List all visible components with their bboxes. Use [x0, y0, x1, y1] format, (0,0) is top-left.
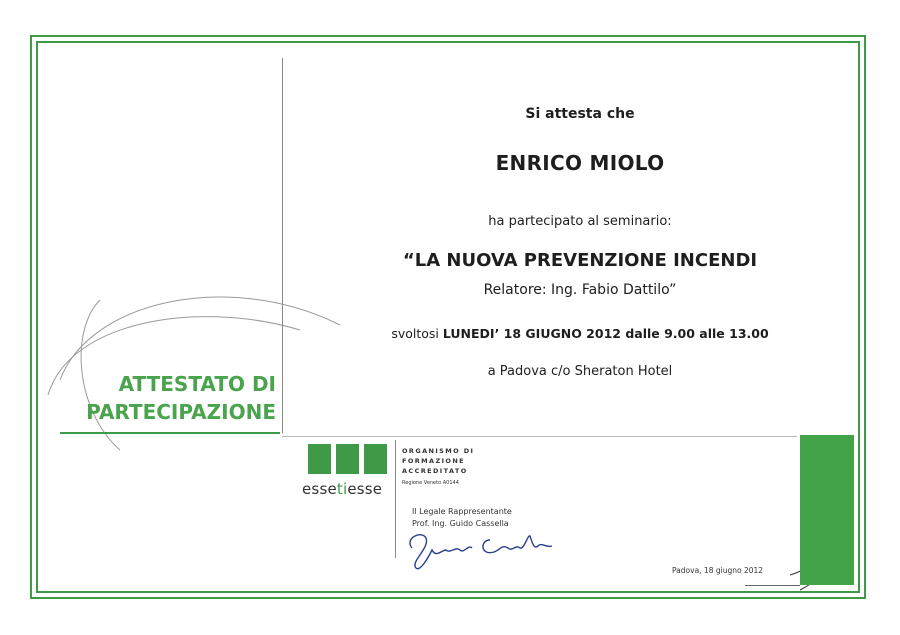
- essetiesse-logo: [300, 444, 392, 506]
- signatory-name: Prof. Ing. Guido Cassella: [412, 519, 509, 528]
- speaker-text: Relatore: Ing. Fabio Dattilo”: [483, 282, 677, 298]
- logo-divider: [395, 440, 396, 558]
- horizontal-divider: [282, 436, 797, 437]
- seminar-title: “LA NUOVA PREVENZIONE INCENDI: [402, 250, 758, 271]
- recipient-name: ENRICO MIOLO: [495, 151, 665, 175]
- intro-text: Si attesta che: [525, 106, 635, 122]
- organization-accreditation: [402, 446, 474, 476]
- logo-bar-1: [308, 444, 331, 474]
- org-line-2: FORMAZIONE: [402, 457, 466, 465]
- certificate-heading: [60, 370, 276, 426]
- org-line-1: ORGANISMO DI: [402, 447, 475, 455]
- date-bold: LUNEDI’ 18 GIUGNO 2012 dalle 9.00 alle 13.00: [442, 326, 769, 341]
- heading-line-2: PARTECIPAZIONE: [86, 400, 276, 424]
- heading-line-1: ATTESTATO DI: [118, 372, 276, 396]
- participation-text: ha partecipato al seminario:: [488, 214, 672, 229]
- logo-word-b: ti: [336, 480, 348, 498]
- green-underline: [60, 432, 280, 434]
- signatory-role: Il Legale Rappresentante: [412, 507, 512, 516]
- signature: [402, 528, 562, 570]
- bottom-rule: [745, 585, 800, 586]
- org-region: Regione Veneto A0144: [402, 480, 459, 486]
- date-prefix: svoltosi: [391, 326, 443, 341]
- logo-bar-3: [364, 444, 387, 474]
- place-date: Padova, 18 giugno 2012: [672, 566, 764, 575]
- vertical-divider: [282, 58, 283, 433]
- logo-word-a: esse: [302, 480, 337, 498]
- date-line: [380, 326, 780, 341]
- signatory-block: [412, 506, 512, 530]
- logo-word-c: esse: [347, 480, 383, 498]
- logo-mark: [308, 444, 388, 474]
- logo-bar-2: [336, 444, 359, 474]
- location-text: a Padova c/o Sheraton Hotel: [487, 364, 673, 379]
- green-corner-block: [800, 435, 854, 585]
- org-line-3: ACCREDITATO: [402, 467, 468, 475]
- logo-wordmark: [302, 480, 382, 498]
